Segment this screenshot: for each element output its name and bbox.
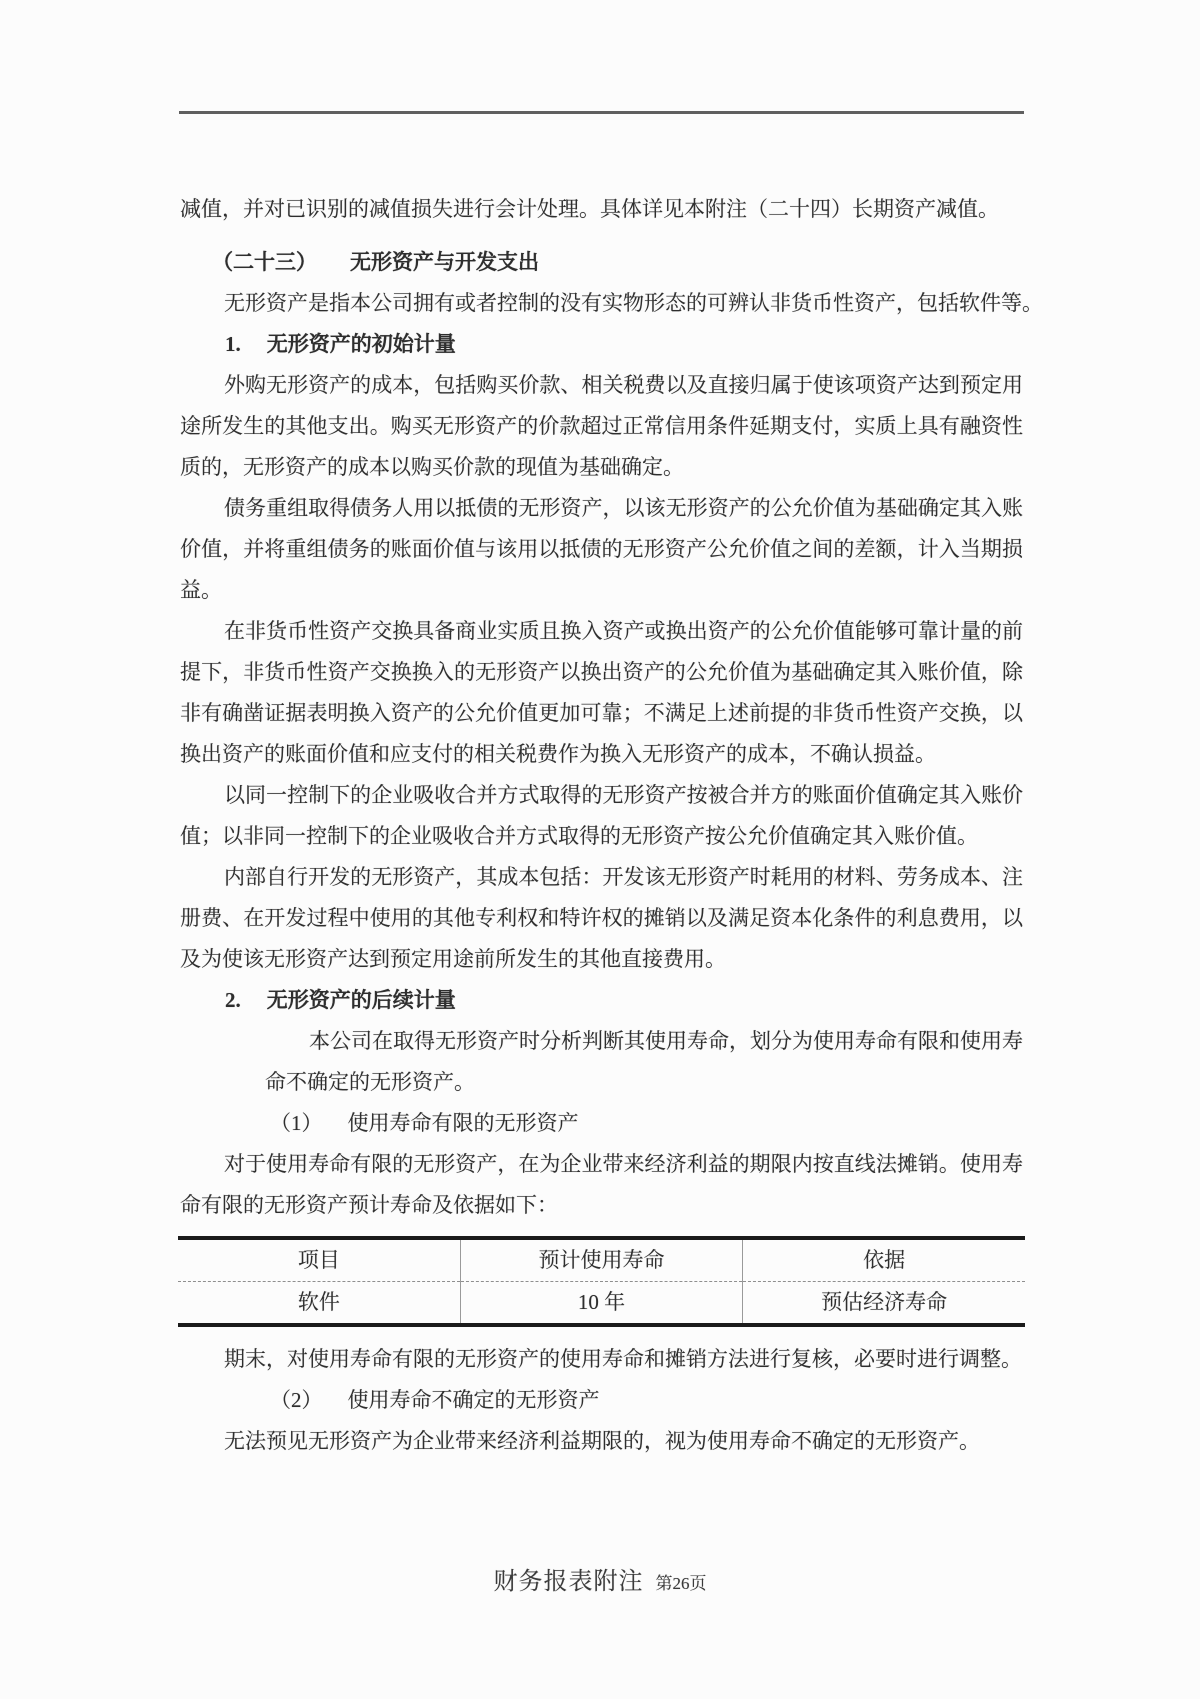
heading-title: 无形资产与开发支出 [350, 250, 539, 274]
paragraph: 外购无形资产的成本，包括购买价款、相关税费以及直接归属于使该项资产达到预定用途所发生的其他支出。购买无形资产的价款超过正常信用条件延期支付，实质上具有融资性质的，无形资产的成本以购买价款的现值为基础确定。 [180, 373, 1023, 479]
table-cell: 软件 [297, 1290, 340, 1314]
table-header-cell: 依据 [743, 1238, 1025, 1282]
numbered-heading [180, 324, 1023, 365]
heading-title: 无形资产的后续计量 [266, 988, 456, 1012]
paragraph: 在非货币性资产交换具备商业实质且换入资产或换出资产的公允价值能够可靠计量的前提下，非货币性资产交换换入的无形资产以换出资产的公允价值为基础确定其入账价值，除非有确凿证据表明换入资产的公允价值更加可靠；不满足上述前提的非货币性资产交换，以换出资产的账面价值和应支付的相关税费作为换入无形资产的成本，不确认损益。 [180, 619, 1023, 766]
useful-life-table [178, 1236, 1025, 1327]
page-footer [0, 1561, 1200, 1596]
heading-number: （2） [270, 1388, 323, 1412]
numbered-heading [180, 980, 1023, 1021]
sub-heading [180, 1103, 1023, 1144]
footer-title: 财务报表附注 [493, 1569, 644, 1595]
paragraph: 对于使用寿命有限的无形资产，在为企业带来经济利益的期限内按直线法摊销。使用寿命有限的无形资产预计寿命及依据如下： [180, 1152, 1023, 1217]
paragraph: 内部自行开发的无形资产，其成本包括：开发该无形资产时耗用的材料、劳务成本、注册费、在开发过程中使用的其他专利权和特许权的摊销以及满足资本化条件的利息费用，以及为使该无形资产达到预定用途前所发生的其他直接费用。 [180, 865, 1023, 971]
document-body [180, 189, 1043, 1462]
paragraph: 无形资产是指本公司拥有或者控制的没有实物形态的可辨认非货币性资产，包括软件等。 [224, 291, 1043, 315]
table-header-cell: 预计使用寿命 [460, 1238, 742, 1282]
heading-number: 1. [225, 332, 241, 356]
paragraph: 债务重组取得债务人用以抵债的无形资产，以该无形资产的公允价值为基础确定其入账价值，并将重组债务的账面价值与该用以抵债的无形资产公允价值之间的差额，计入当期损益。 [180, 496, 1023, 602]
table-row [178, 1282, 1025, 1326]
table-header-cell: 项目 [178, 1238, 460, 1282]
paragraph: 以同一控制下的企业吸收合并方式取得的无形资产按被合并方的账面价值确定其入账价值；以非同一控制下的企业吸收合并方式取得的无形资产按公允价值确定其入账价值。 [180, 783, 1023, 848]
footer-page-number: 第26页 [655, 1574, 707, 1593]
paragraph: 无法预见无形资产为企业带来经济利益期限的，视为使用寿命不确定的无形资产。 [224, 1429, 980, 1453]
table-cell: 10 年 [460, 1282, 742, 1326]
table-cell: 预估经济寿命 [743, 1282, 1025, 1326]
sub-heading [180, 1380, 1023, 1421]
inset-paragraph: 本公司在取得无形资产时分析判断其使用寿命，划分为使用寿命有限和使用寿命不确定的无形资产。 [265, 1029, 1023, 1094]
section-heading [180, 242, 1023, 283]
heading-title: 无形资产的初始计量 [266, 332, 456, 356]
heading-title: 使用寿命有限的无形资产 [347, 1111, 579, 1135]
table-header-row [178, 1238, 1025, 1282]
heading-title: 使用寿命不确定的无形资产 [347, 1388, 600, 1412]
paragraph: 减值，并对已识别的减值损失进行会计处理。具体详见本附注（二十四）长期资产减值。 [180, 197, 999, 221]
header-rule [179, 111, 1024, 114]
paragraph: 期末，对使用寿命有限的无形资产的使用寿命和摊销方法进行复核，必要时进行调整。 [224, 1347, 1022, 1371]
heading-number: （二十三） [212, 250, 317, 274]
heading-number: 2. [225, 988, 241, 1012]
heading-number: （1） [270, 1111, 323, 1135]
